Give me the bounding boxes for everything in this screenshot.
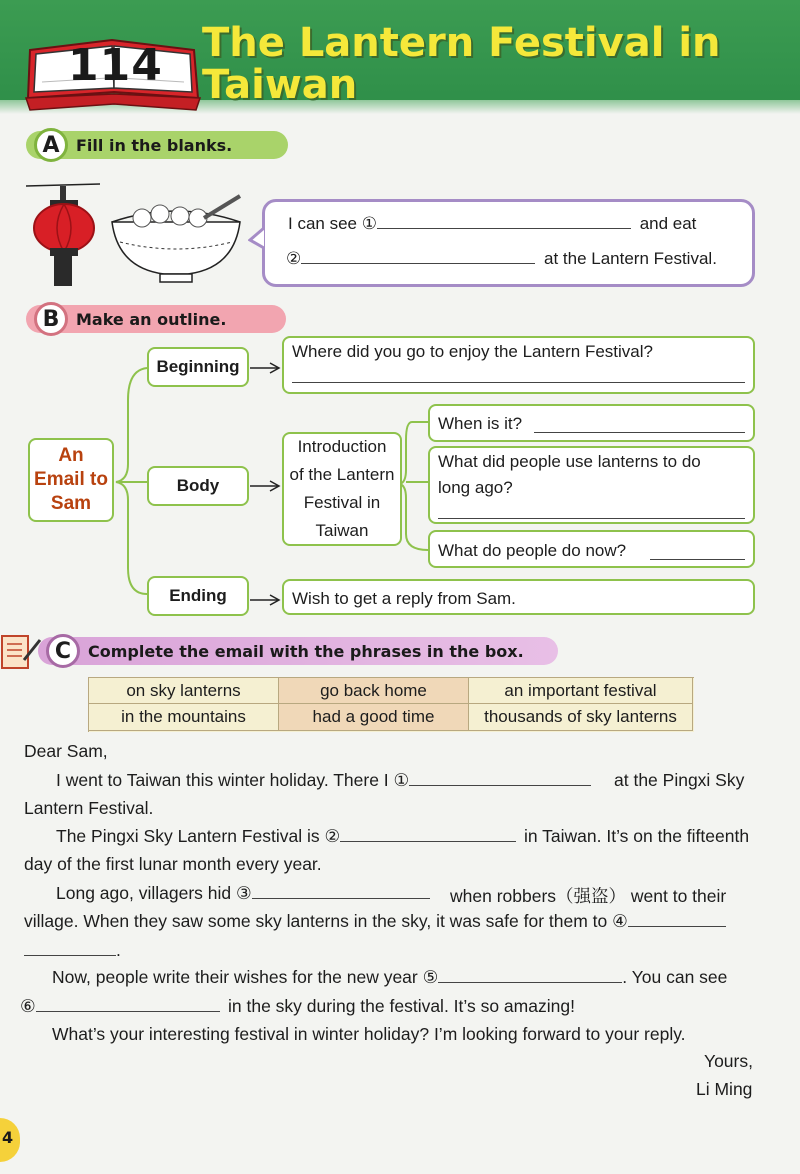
page-title-line1: The Lantern Festival in <box>202 20 721 66</box>
section-a-speech-box <box>262 199 755 287</box>
email-line: Now, people write their wishes for the new year ⑤ . You can see <box>52 967 728 987</box>
email-blank-6[interactable] <box>36 997 220 1012</box>
phrase-cell: on sky lanterns <box>89 678 279 704</box>
body-node: Body <box>147 466 249 506</box>
email-blank-5[interactable] <box>438 968 622 983</box>
ending-node: Ending <box>147 576 249 616</box>
lesson-number: 114 <box>68 40 163 91</box>
email-line: Long ago, villagers hid ③ <box>56 883 430 904</box>
email-line-end: when robbers（强盗） went to their <box>450 886 727 906</box>
tangyuan-bowl-icon <box>108 194 244 284</box>
email-closing: Yours, <box>704 1051 753 1071</box>
page-number: 4 <box>2 1128 14 1147</box>
ending-box: Wish to get a reply from Sam. <box>282 579 755 615</box>
email-line-end: in the sky during the festival. It’s so amazing! <box>228 996 575 1016</box>
phrase-cell: had a good time <box>279 704 469 731</box>
answer-blank-outline-3[interactable] <box>438 518 745 519</box>
section-b-instruction: Make an outline. <box>76 309 227 329</box>
introduction-node: Introduction of the Lantern Festival in Taiwan <box>282 432 402 546</box>
blank-line-1: I can see ① and eat <box>288 214 697 233</box>
email-line: village. When they saw some sky lanterns in the sky, it was safe for them to ④ <box>24 911 726 932</box>
section-b-banner <box>26 305 286 333</box>
email-greeting: Dear Sam, <box>24 741 108 761</box>
page-title-line2: Taiwan <box>202 62 358 108</box>
email-line: What’s your interesting festival in winter holiday? I’m looking forward to your reply. <box>52 1024 686 1044</box>
email-line: ⑥ <box>20 996 220 1017</box>
phrase-cell: an important festival <box>469 678 693 704</box>
section-c-instruction: Complete the email with the phrases in the box. <box>88 641 524 661</box>
question-box-long-ago: What did people use lanterns to do long ago? <box>428 446 755 524</box>
email-line: . <box>24 940 121 961</box>
lantern-icon <box>24 180 104 290</box>
section-c-badge: C <box>46 634 80 668</box>
email-signature: Li Ming <box>696 1079 753 1099</box>
email-line: The Pingxi Sky Lantern Festival is ② <box>56 826 516 847</box>
email-blank-4-cont[interactable] <box>24 941 116 956</box>
phrase-cell: in the mountains <box>89 704 279 731</box>
phrase-cell: go back home <box>279 678 469 704</box>
outline-root: An Email to Sam <box>28 438 114 522</box>
question-box-when: When is it? <box>428 404 755 442</box>
email-blank-3[interactable] <box>252 884 430 899</box>
section-a-banner <box>26 131 288 159</box>
section-c-banner <box>38 637 558 665</box>
beginning-node: Beginning <box>147 347 249 387</box>
phrase-cell: thousands of sky lanterns <box>469 704 693 731</box>
email-blank-4[interactable] <box>628 912 726 927</box>
speech-pointer <box>248 226 268 252</box>
phrase-box <box>88 677 694 732</box>
section-a-instruction: Fill in the blanks. <box>76 135 233 155</box>
answer-blank-1[interactable] <box>377 214 631 229</box>
email-line-end: at the Pingxi Sky <box>614 770 745 790</box>
blank-line-2: ② at the Lantern Festival. <box>286 249 717 268</box>
email-line-end: in Taiwan. It’s on the fifteenth <box>524 826 750 846</box>
email-line: day of the first lunar month every year. <box>24 854 322 874</box>
answer-blank-outline-4[interactable] <box>650 559 745 560</box>
question-box-now: What do people do now? <box>428 530 755 568</box>
email-blank-2[interactable] <box>340 827 516 842</box>
email-line: Lantern Festival. <box>24 798 154 818</box>
answer-blank-outline-1[interactable] <box>292 382 745 383</box>
email-line: I went to Taiwan this winter holiday. There I ① <box>56 770 591 791</box>
answer-blank-outline-2[interactable] <box>534 432 745 433</box>
email-blank-1[interactable] <box>409 771 591 786</box>
answer-blank-2[interactable] <box>301 249 535 264</box>
beginning-box: Where did you go to enjoy the Lantern Festival? <box>282 336 755 394</box>
section-a-badge: A <box>34 128 68 162</box>
section-b-badge: B <box>34 302 68 336</box>
